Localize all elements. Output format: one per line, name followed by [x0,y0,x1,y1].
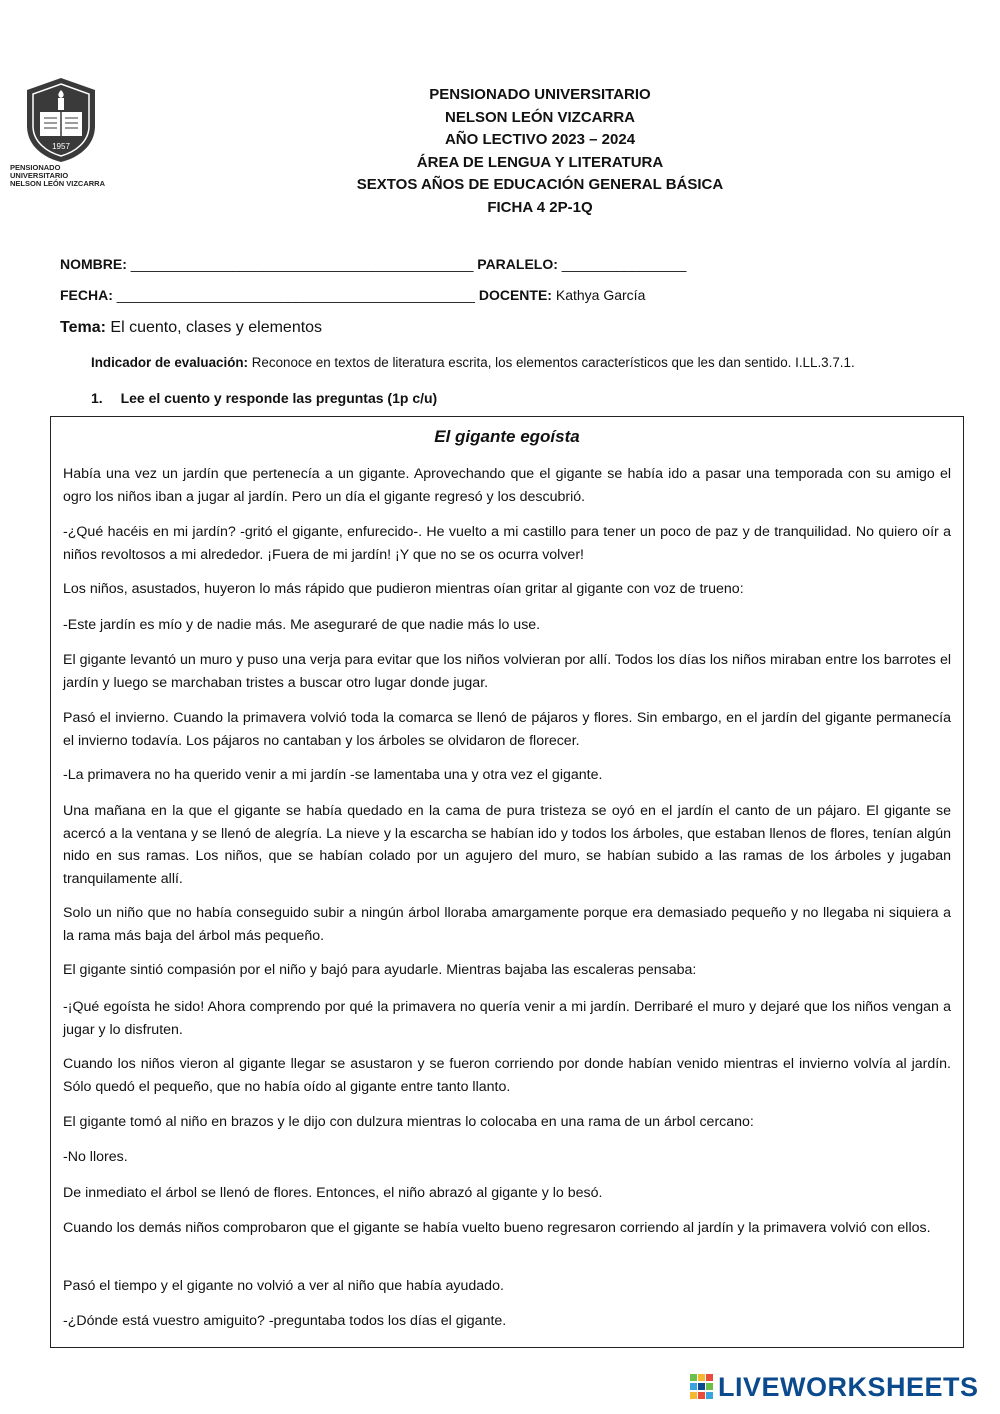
indicador-value: Reconoce en textos de literatura escrita, los elementos característicos que les dan sentido. I.LL.3.7.1. [251,355,855,370]
story-paragraph: -Este jardín es mío y de nadie más. Me aseguraré de que nadie más lo use. [63,617,541,633]
header-line-2: NELSON LEÓN VIZCARRA [444,108,635,126]
story-paragraph: El gigante sintió compasión por el niño y bajó para ayudarle. Mientras bajaba las escaleras pensaba: [63,962,697,978]
indicador-line [91,355,855,370]
instruction-text: Lee el cuento y responde las preguntas (1p c/u) [120,390,438,406]
fecha-field[interactable]: ______________________________________________ [116,287,475,303]
fecha-row [60,287,645,303]
story-box [50,416,964,1348]
header-line-5: SEXTOS AÑOS DE EDUCACIÓN GENERAL BÁSICA [356,176,724,194]
instruction-number: 1. [91,390,103,406]
story-paragraph: Solo un niño que no había conseguido subir a ningún árbol lloraba amargamente porque era demasiado pequeño y no llegaba ni siquiera a la rama más baja del árbol más pequeño. [63,905,951,944]
school-logo [8,76,114,188]
story-paragraph: Los niños, asustados, huyeron lo más rápido que pudieron mientras oían gritar al gigante con voz de trueno: [63,581,744,597]
story-paragraph: Una mañana en la que el gigante se había quedado en la cama de pura tristeza se oyó en el jardín el canto de un pájaro. El gigante se acercó a la ventana y se llenó de alegría. La nieve y la escarcha se habían ido y todos los árboles, que estaban llenos de flores, tenían algún nido en sus ramas. Los niños, que se habían colado por un agujero del muro, se habían subido a las ramas de los árboles y jugaban tranquilamente allí. [63,803,951,887]
story-paragraph: Había una vez un jardín que pertenecía a un gigante. Aprovechando que el gigante se había ido a pasar una temporada con su amigo el ogro los niños iban a jugar al jardín. Pero un día el gigante regresó y los descubrió. [63,466,951,505]
tema-line [60,319,322,337]
nombre-field[interactable]: ____________________________________________ [130,256,474,272]
docente-value: Kathya García [555,287,646,303]
story-paragraph: -La primavera no ha querido venir a mi jardín -se lamentaba una y otra vez el gigante. [63,767,603,783]
story-paragraph: Pasó el invierno. Cuando la primavera volvió toda la comarca se llenó de pájaros y flores. Sin embargo, en el jardín del gigante permanecía el invierno todavía. Los pájaros no cantaban y los árboles se olvidaron de florecer. [63,710,951,749]
liveworksheets-text: LIVEWORKSHEETS [718,1372,979,1402]
story-paragraph: Cuando los niños vieron al gigante llegar se asustaron y se fueron corriendo por donde habían venido mientras el invierno volvía al jardín. Sólo quedó el pequeño, que no había oído al gigante entre tanto llanto. [63,1056,951,1095]
header-line-3: AÑO LECTIVO 2023 – 2024 [444,131,636,149]
story-paragraph: -No llores. [63,1149,128,1165]
nombre-row [60,256,686,272]
story-paragraph: Cuando los demás niños comprobaron que el gigante se había vuelto bueno regresaron corriendo al jardín y la primavera volvió con ellos. [63,1220,931,1236]
header-line-6: FICHA 4 2P-1Q [487,198,593,216]
header-line-1: PENSIONADO UNIVERSITARIO [429,86,651,103]
liveworksheets-watermark [690,1372,979,1406]
story-paragraph: El gigante tomó al niño en brazos y le dijo con dulzura mientras lo colocaba en una rama de un árbol cercano: [63,1114,754,1130]
fecha-label: FECHA: [60,287,113,303]
tema-value: El cuento, clases y elementos [110,319,323,336]
story-paragraph: -¿Qué hacéis en mi jardín? -gritó el gigante, enfurecido-. He vuelto a mi castillo para tener un poco de paz y de tranquilidad. No quiero oír a niños revoltosos a mi alrededor. ¡Fuera de mi jardín! ¡Y que no se os ocurra volver! [63,524,951,563]
story-paragraph: De inmediato el árbol se llenó de flores. Entonces, el niño abrazó al gigante y lo besó. [63,1185,603,1201]
docente-label: DOCENTE: [478,287,552,303]
story-paragraph: Pasó el tiempo y el gigante no volvió a ver al niño que había ayudado. [63,1278,504,1294]
header-line-4: ÁREA DE LENGUA Y LITERATURA [416,153,664,171]
document-header [250,84,830,220]
paralelo-label: PARALELO: [477,256,558,272]
story-title: El gigante egoísta [434,427,580,446]
story-paragraph: -¿Dónde está vuestro amiguito? -preguntaba todos los días el gigante. [63,1313,507,1329]
logo-text-line1: PENSIONADO UNIVERSITARIO [10,163,69,180]
instruction-line [91,390,437,406]
story-paragraph: -¡Qué egoísta he sido! Ahora comprendo por qué la primavera no quería venir a mi jardín. Derribaré el muro y dejaré que los niños vengan a jugar y lo disfruten. [63,999,951,1038]
tema-label: Tema: [60,319,106,336]
shield-logo-icon [23,76,99,164]
nombre-label: NOMBRE: [60,256,127,272]
paralelo-field[interactable]: ________________ [561,256,687,272]
story-paragraph: El gigante levantó un muro y puso una verja para evitar que los niños volvieran por allí. Todos los días los niños miraban entre los barrotes el jardín y luego se marchaban tristes a buscar otro lugar donde jugar. [63,652,951,691]
indicador-label: Indicador de evaluación: [91,355,249,370]
logo-text-line2: NELSON LEÓN VIZCARRA [10,179,106,188]
liveworksheets-logo-icon [690,1374,714,1400]
logo-year: 1957 [52,142,70,151]
